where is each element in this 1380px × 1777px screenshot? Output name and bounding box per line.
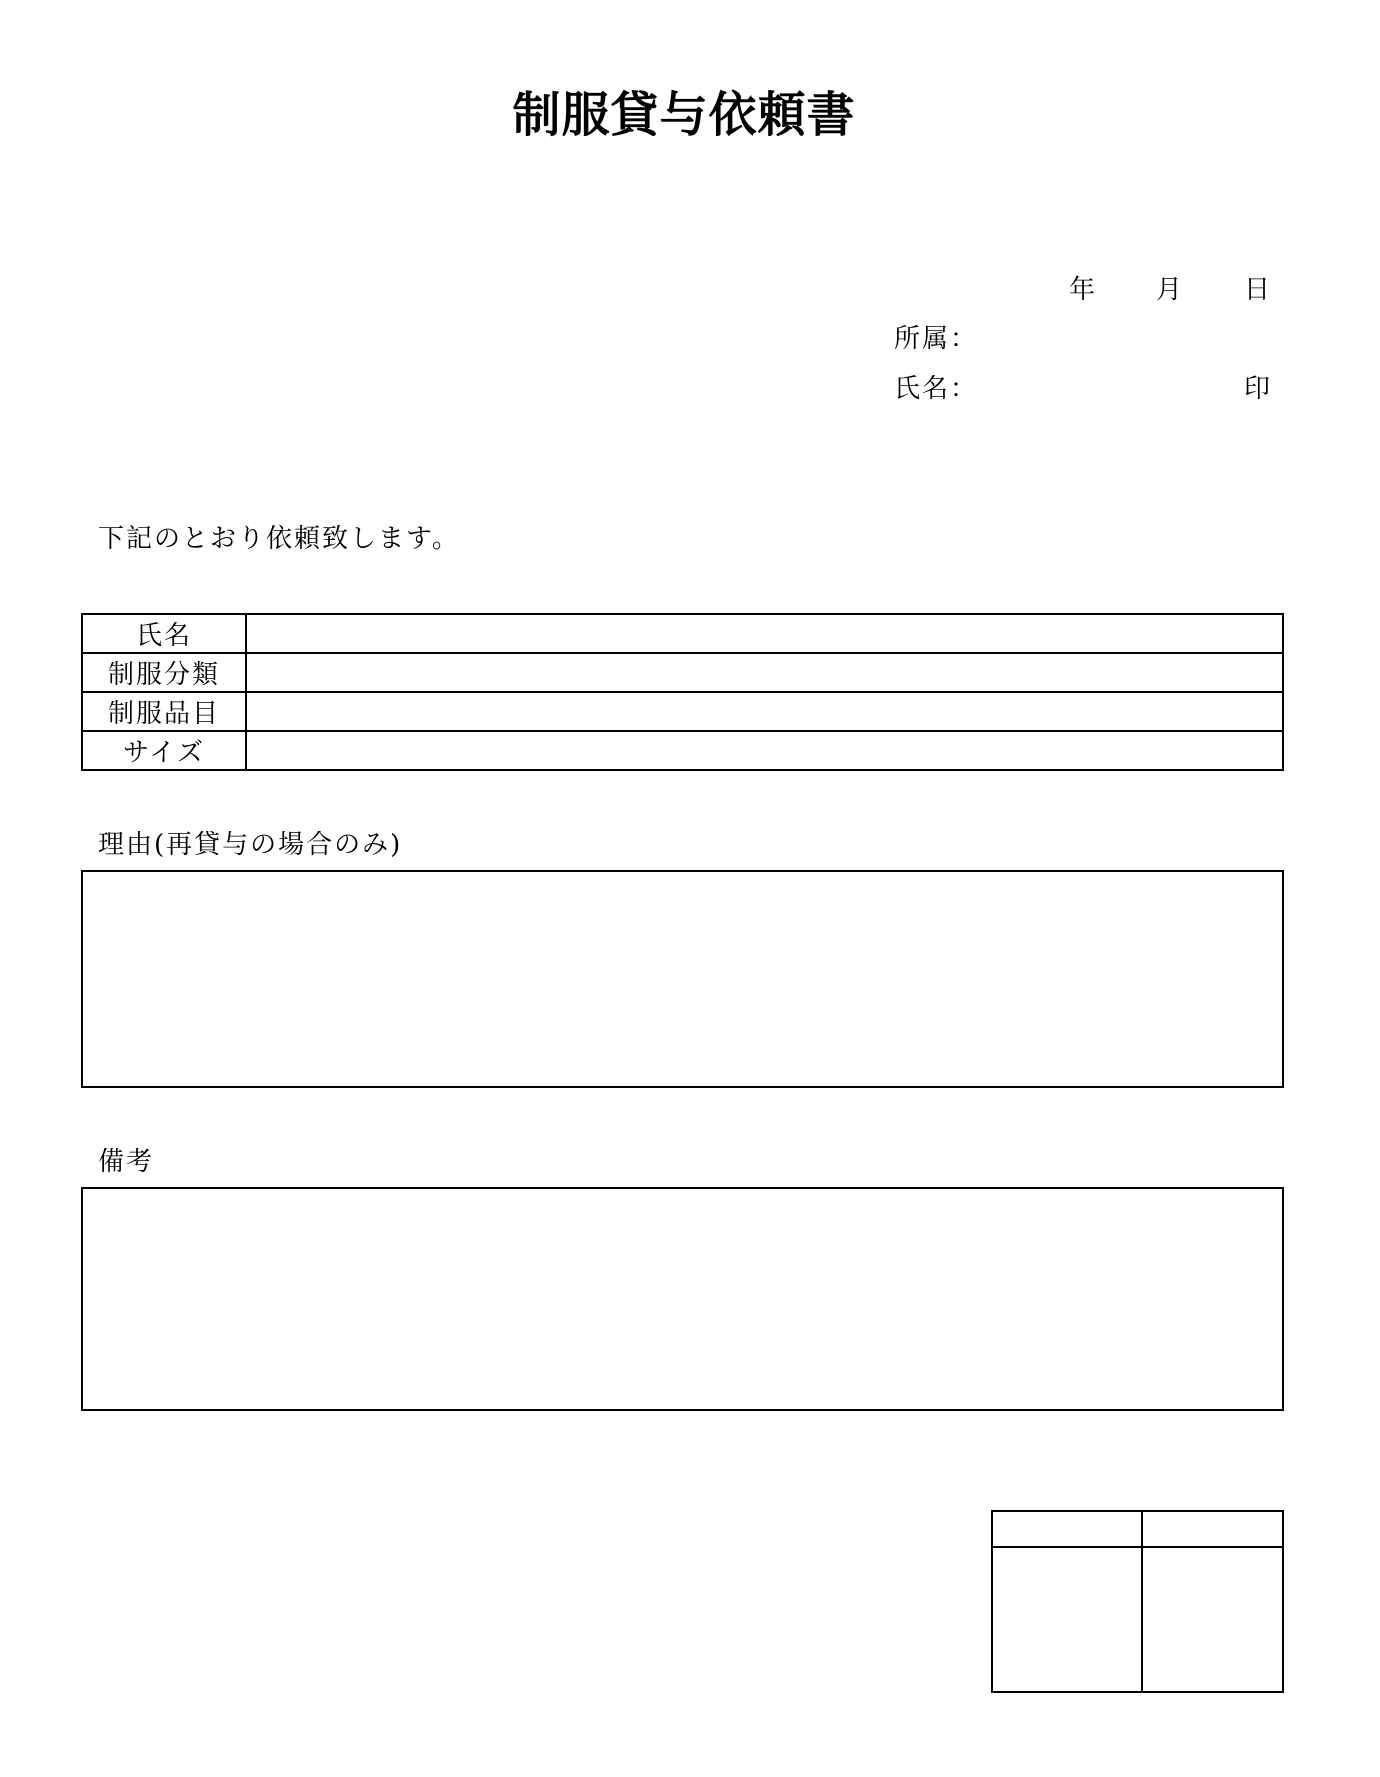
remarks-box[interactable] — [81, 1187, 1284, 1411]
details-value-size[interactable] — [247, 732, 1282, 769]
intro-text: 下記のとおり依頼致します。 — [98, 524, 460, 554]
reason-label: 理由(再貸与の場合のみ) — [98, 830, 403, 860]
details-label-uniform-category: 制服分類 — [83, 654, 247, 693]
details-label-size: サイズ — [83, 732, 247, 769]
remarks-label: 備考 — [98, 1147, 155, 1177]
details-table — [81, 613, 1284, 771]
date-month-label: 月 — [1156, 275, 1185, 305]
details-value-name[interactable] — [247, 615, 1282, 654]
document-title: 制服貸与依頼書 — [512, 87, 856, 143]
approval-stamp-right — [1143, 1548, 1282, 1691]
approval-header-left — [993, 1512, 1143, 1548]
reason-box[interactable] — [81, 870, 1284, 1088]
approval-header-right — [1143, 1512, 1282, 1548]
applicant-name-label: 氏名： — [894, 374, 979, 404]
affiliation-label: 所属： — [894, 324, 979, 354]
approval-stamp-left — [993, 1548, 1143, 1691]
date-day-label: 日 — [1244, 275, 1273, 305]
seal-label: 印 — [1244, 374, 1273, 404]
date-year-label: 年 — [1069, 275, 1098, 305]
details-value-uniform-item[interactable] — [247, 693, 1282, 732]
details-value-uniform-category[interactable] — [247, 654, 1282, 693]
approval-stamp-table — [991, 1510, 1284, 1693]
details-label-uniform-item: 制服品目 — [83, 693, 247, 732]
details-label-name: 氏名 — [83, 615, 247, 654]
